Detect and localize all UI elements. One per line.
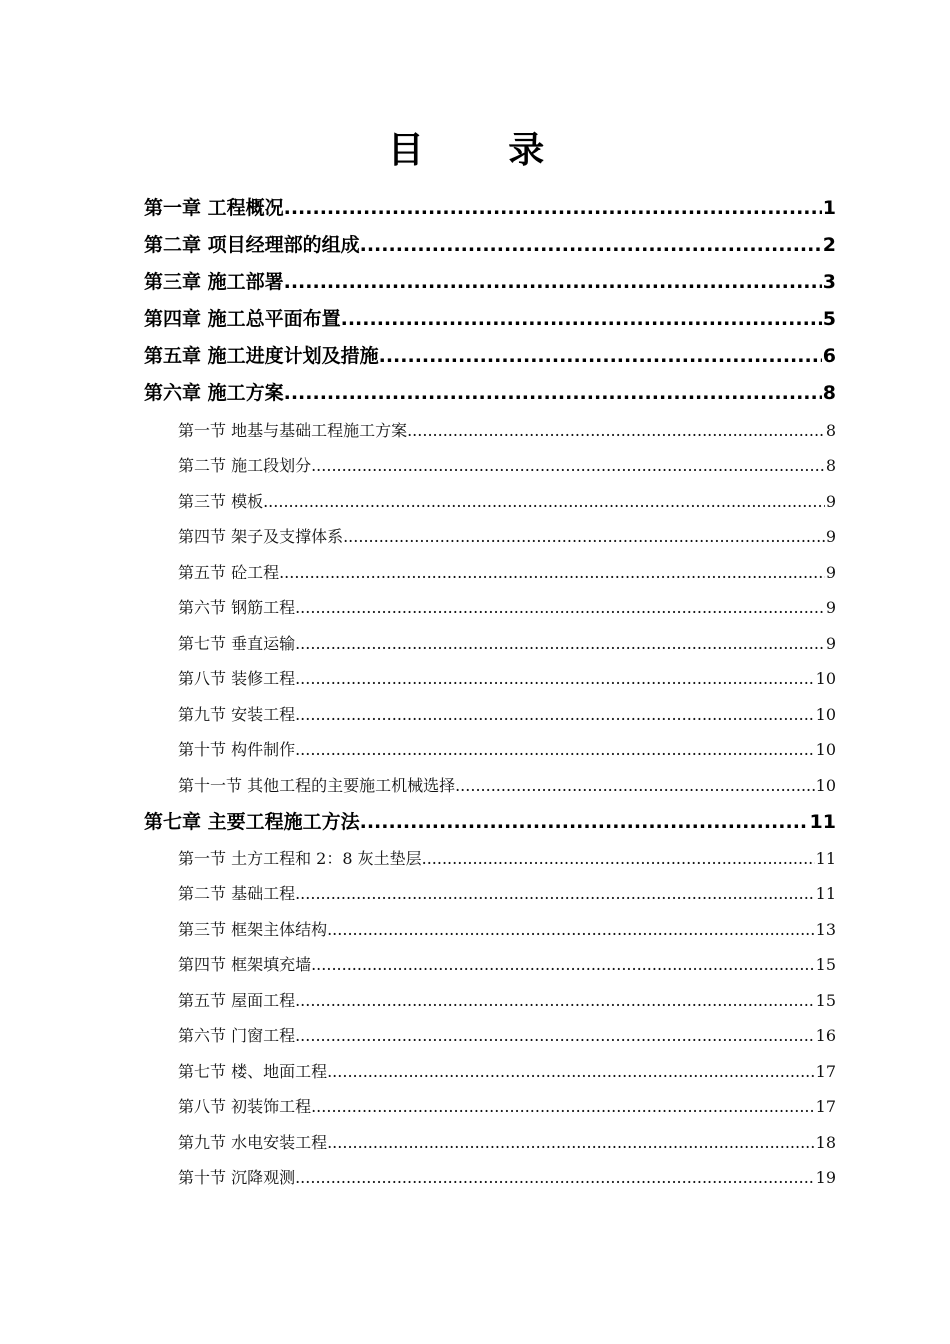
toc-entry-label: 第八节 装修工程 (178, 669, 296, 688)
toc-page-number: 8 (825, 421, 836, 440)
toc-entry-label: 第二节 施工段划分 (178, 456, 312, 475)
toc-entry-label: 第七节 楼、地面工程 (178, 1062, 328, 1081)
toc-dot-leader (343, 523, 825, 551)
toc-page-number: 5 (822, 308, 836, 330)
toc-page-number: 10 (815, 669, 836, 688)
toc-section[interactable] (178, 951, 836, 979)
toc-section[interactable] (178, 1058, 836, 1086)
toc-chapter-6[interactable] (144, 378, 836, 408)
toc-page-number: 8 (825, 456, 836, 475)
toc-page-number: 10 (815, 705, 836, 724)
toc-dot-leader (341, 304, 822, 334)
toc-entry-label: 第六节 门窗工程 (178, 1026, 296, 1045)
toc-section[interactable] (178, 452, 836, 480)
toc-entry-label: 第四节 框架填充墙 (178, 955, 312, 974)
toc-entry-label: 第六章 施工方案 (144, 382, 284, 404)
toc-page-number: 9 (825, 634, 836, 653)
toc-chapter-2[interactable] (144, 230, 836, 260)
toc-entry-label: 第五章 施工进度计划及措施 (144, 345, 379, 367)
toc-page-number: 3 (822, 271, 836, 293)
toc-page-number: 8 (822, 382, 836, 404)
toc-dot-leader (295, 594, 825, 622)
toc-dot-leader (379, 341, 822, 371)
toc-section[interactable] (178, 488, 836, 516)
toc-entry-label: 第二章 项目经理部的组成 (144, 234, 360, 256)
toc-section[interactable] (178, 559, 836, 587)
toc-dot-leader (360, 807, 809, 837)
toc-page-number: 9 (825, 492, 836, 511)
toc-dot-leader (295, 630, 825, 658)
toc-section[interactable] (178, 630, 836, 658)
toc-page-number: 2 (822, 234, 836, 256)
toc-section[interactable] (178, 845, 836, 873)
toc-entry-label: 第五节 砼工程 (178, 563, 280, 582)
toc-entry-label: 第七章 主要工程施工方法 (144, 811, 360, 833)
toc-entry-label: 第一章 工程概况 (144, 197, 284, 219)
toc-dot-leader (327, 1129, 815, 1157)
toc-dot-leader (295, 880, 815, 908)
toc-chapter-4[interactable] (144, 304, 836, 334)
toc-page-number: 9 (825, 527, 836, 546)
toc-page-number: 10 (815, 776, 836, 795)
toc-page-number: 6 (822, 345, 836, 367)
toc-dot-leader (311, 1093, 815, 1121)
toc-dot-leader (422, 845, 815, 873)
toc-section[interactable] (178, 736, 836, 764)
toc-section[interactable] (178, 987, 836, 1015)
toc-entry-label: 第八节 初装饰工程 (178, 1097, 312, 1116)
toc-page-number: 11 (815, 849, 836, 868)
toc-dot-leader (295, 1022, 815, 1050)
toc-dot-leader (455, 772, 815, 800)
toc-page-number: 17 (815, 1062, 836, 1081)
toc-entry-label: 第二节 基础工程 (178, 884, 296, 903)
toc-entry-label: 第七节 垂直运输 (178, 634, 296, 653)
toc-dot-leader (295, 701, 815, 729)
toc-entry-label: 第六节 钢筋工程 (178, 598, 296, 617)
toc-page-number: 9 (825, 563, 836, 582)
toc-entry-label: 第四章 施工总平面布置 (144, 308, 341, 330)
toc-dot-leader (295, 665, 815, 693)
toc-section[interactable] (178, 594, 836, 622)
toc-page-number: 11 (815, 884, 836, 903)
toc-page-number: 11 (809, 811, 836, 833)
toc-entry-label: 第五节 屋面工程 (178, 991, 296, 1010)
toc-dot-leader (360, 230, 822, 260)
toc-page-number: 18 (815, 1133, 836, 1152)
toc-page-number: 1 (822, 197, 836, 219)
toc-section[interactable] (178, 1129, 836, 1157)
toc-section[interactable] (178, 880, 836, 908)
toc-entry-label: 第九节 安装工程 (178, 705, 296, 724)
toc-dot-leader (311, 951, 815, 979)
toc-page-number: 9 (825, 598, 836, 617)
toc-entry-label: 第三节 框架主体结构 (178, 920, 328, 939)
toc-dot-leader (295, 1164, 815, 1192)
toc-section[interactable] (178, 701, 836, 729)
toc-chapter-5[interactable] (144, 341, 836, 371)
toc-section[interactable] (178, 772, 836, 800)
toc-dot-leader (279, 559, 825, 587)
toc-entry-label: 第四节 架子及支撑体系 (178, 527, 344, 546)
toc-entry-label: 第九节 水电安装工程 (178, 1133, 328, 1152)
toc-page-number: 16 (815, 1026, 836, 1045)
toc-section[interactable] (178, 417, 836, 445)
toc-page-number: 17 (815, 1097, 836, 1116)
toc-dot-leader (327, 916, 815, 944)
toc-chapter-3[interactable] (144, 267, 836, 297)
toc-page-number: 13 (815, 920, 836, 939)
toc-section[interactable] (178, 1022, 836, 1050)
toc-dot-leader (407, 417, 825, 445)
toc-entry-label: 第十节 沉降观测 (178, 1168, 296, 1187)
toc-entry-label: 第三章 施工部署 (144, 271, 284, 293)
toc-section[interactable] (178, 1093, 836, 1121)
toc-chapter-1[interactable] (144, 193, 836, 223)
toc-dot-leader (327, 1058, 815, 1086)
toc-entry-label: 第三节 模板 (178, 492, 264, 511)
toc-dot-leader (284, 378, 822, 408)
toc-dot-leader (263, 488, 825, 516)
toc-page-number: 15 (815, 991, 836, 1010)
toc-chapter-7[interactable] (144, 807, 836, 837)
toc-dot-leader (311, 452, 825, 480)
toc-title: 目 录 (387, 130, 581, 171)
toc-entry-label: 第十节 构件制作 (178, 740, 296, 759)
toc-section[interactable] (178, 523, 836, 551)
toc-entry-label: 第一节 地基与基础工程施工方案 (178, 421, 408, 440)
toc-section[interactable] (178, 665, 836, 693)
toc-page-number: 15 (815, 955, 836, 974)
toc-section[interactable] (178, 916, 836, 944)
toc-entry-label: 第十一节 其他工程的主要施工机械选择 (178, 776, 456, 795)
toc-dot-leader (284, 267, 822, 297)
toc-dot-leader (295, 987, 815, 1015)
toc-section[interactable] (178, 1164, 836, 1192)
toc-page-number: 19 (815, 1168, 836, 1187)
toc-page-number: 10 (815, 740, 836, 759)
toc-dot-leader (295, 736, 815, 764)
toc-dot-leader (284, 193, 822, 223)
toc-entry-label: 第一节 土方工程和 2：8 灰土垫层 (178, 849, 422, 868)
